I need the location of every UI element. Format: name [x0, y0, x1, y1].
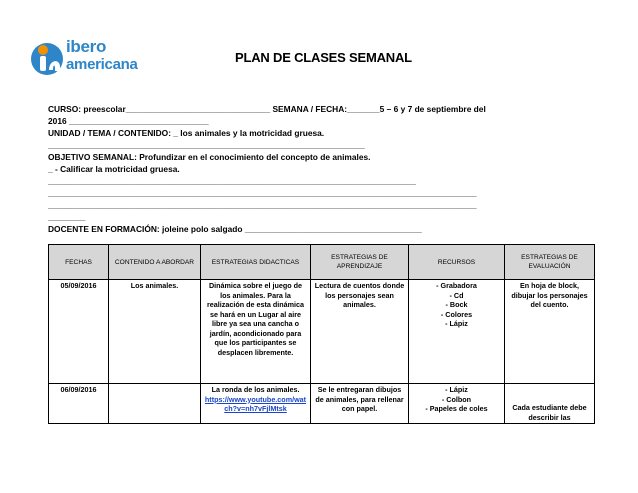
evaluation-text: Cada estudiante debe describir las: [512, 403, 587, 422]
resource-item: - Bock: [445, 300, 468, 309]
course-week-line: CURSO: preescolar_______________________________ SEMANA / FECHA:_______5 – 6 y 7 de septiembre del: [48, 104, 486, 114]
logo-badge-icon: [30, 40, 66, 76]
cell-recursos: [409, 384, 505, 424]
cell-didacticas: [201, 384, 311, 424]
cell-aprendizaje: Lectura de cuentos donde los personajes sean animales.: [311, 280, 409, 384]
rule-line: ________: [48, 212, 86, 222]
cell-fecha: 05/09/2016: [49, 280, 109, 384]
lesson-plan-table: [48, 244, 595, 424]
teacher-line: DOCENTE EN FORMACIÓN: joleine polo salgado ______________________________________: [48, 224, 422, 234]
rule-line: ____________________________________________________________________________________________: [48, 200, 477, 210]
header-recursos: RECURSOS: [409, 245, 505, 280]
header-evaluacion: ESTRATEGIAS DE EVALUACIÓN: [505, 245, 595, 280]
header-fechas: FECHAS: [49, 245, 109, 280]
header-estrategias-aprendizaje: ESTRATEGIAS DE APRENDIZAJE: [311, 245, 409, 280]
resource-item: - Grabadora: [436, 281, 477, 290]
unit-line: UNIDAD / TEMA / CONTENIDO: _ los animales y la motricidad gruesa.: [48, 128, 325, 138]
header-fields: [48, 103, 588, 235]
rule-line: _______________________________________________________________________________: [48, 176, 416, 186]
cell-recursos: [409, 280, 505, 384]
rule-line: ____________________________________________________________________: [48, 140, 365, 150]
objective-line: OBJETIVO SEMANAL: Profundizar en el conocimiento del concepto de animales.: [48, 152, 371, 162]
resource-item: - Lápiz: [445, 385, 468, 394]
logo-wordmark: ibero americana: [66, 37, 138, 73]
cell-didacticas: Dinámica sobre el juego de los animales. Para la realización de esta dinámica se hará en un Lugar al aire libre ya sea una cancha o jardín, acondicionado para que los participantes se desplacen libremente.: [201, 280, 311, 384]
didactic-text: La ronda de los animales.: [211, 385, 300, 394]
youtube-link[interactable]: https://www.youtube.com/watch?v=nh7vFjlMtsk: [204, 394, 307, 413]
resource-item: - Colbon: [441, 394, 472, 404]
iberoamericana-logo: [30, 38, 148, 78]
cell-contenido: [109, 384, 201, 424]
header-estrategias-didacticas: ESTRATEGIAS DIDACTICAS: [201, 245, 311, 280]
cell-fecha: 06/09/2016: [49, 384, 109, 424]
resource-item: - Lápiz: [445, 319, 468, 328]
cell-contenido: Los animales.: [109, 280, 201, 384]
header-contenido: CONTENIDO A ABORDAR: [109, 245, 201, 280]
cell-aprendizaje: Se le entregaran dibujos de animales, para rellenar con papel.: [311, 384, 409, 424]
cell-evaluacion: En hoja de block, dibujar los personajes del cuento.: [505, 280, 595, 384]
resource-item: - Papeles de coles: [425, 404, 488, 413]
table-row: [49, 280, 595, 384]
page-title: PLAN DE CLASES SEMANAL: [235, 50, 412, 65]
table-row: [49, 384, 595, 424]
objective-line-2: _ - Calificar la motricidad gruesa.: [48, 164, 180, 174]
course-week-line-cont: 2016 ______________________________: [48, 116, 209, 126]
resource-item: - Colores: [440, 309, 473, 319]
resource-item: - Cd: [449, 290, 464, 300]
table-header-row: [49, 245, 595, 280]
rule-line: ____________________________________________________________________________________________: [48, 188, 477, 198]
cell-evaluacion: [505, 384, 595, 424]
